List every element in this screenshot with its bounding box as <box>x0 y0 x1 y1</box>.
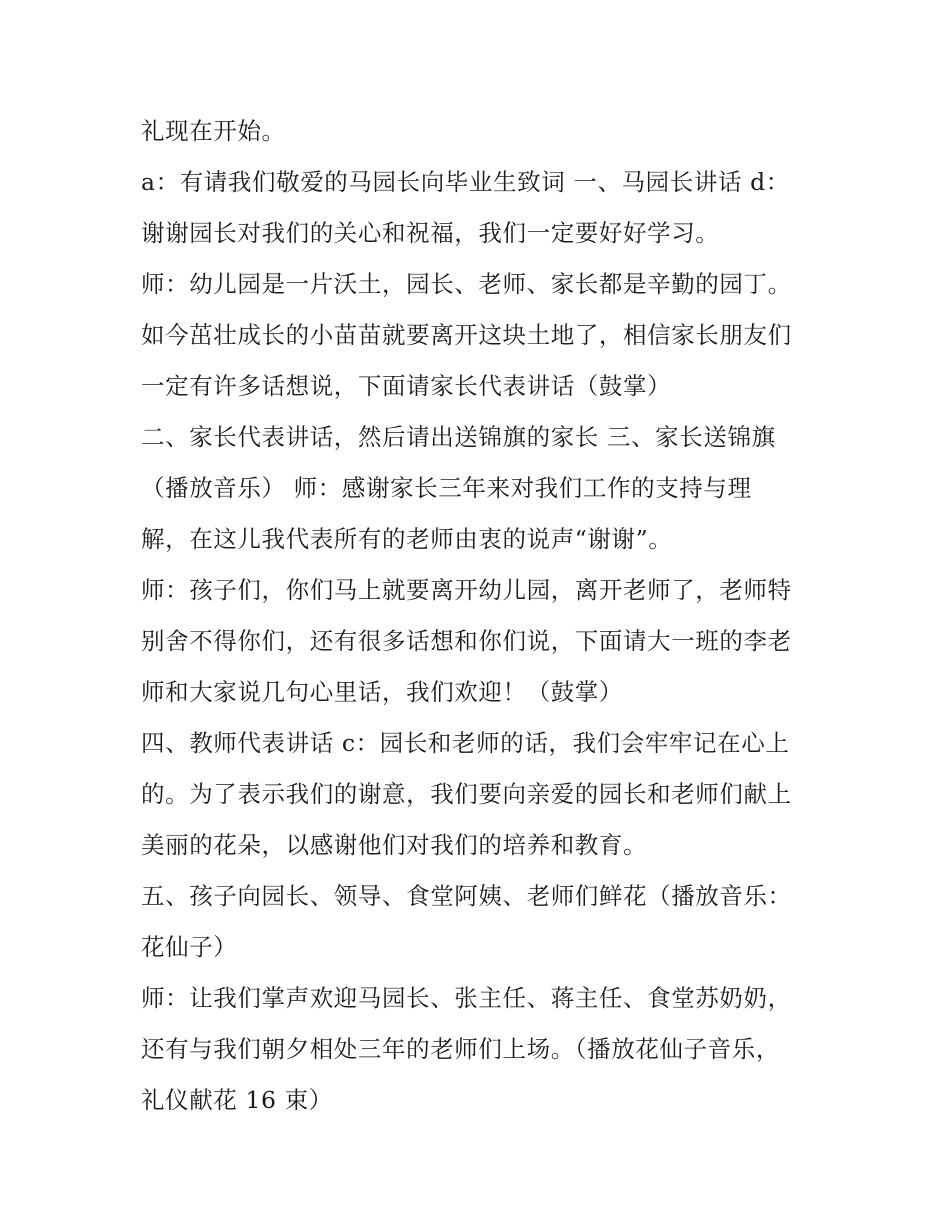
text-line-19: 还有与我们朝夕相处三年的老师们上场。（播放花仙子音乐， <box>141 1035 780 1063</box>
text-line-9: 解，在这儿我代表所有的老师由衷的说声“谢谢”。 <box>141 525 673 553</box>
text-line-12: 师和大家说几句心里话，我们欢迎！（鼓掌） <box>141 678 623 706</box>
text-line-4: 师：幼儿园是一片沃土，园长、老师、家长都是辛勤的园丁。 <box>141 270 792 298</box>
text-line-7: 二、家长代表讲话，然后请出送锦旗的家长 三、家长送锦旗 <box>141 423 776 451</box>
text-line-11: 别舍不得你们，还有很多话想和你们说，下面请大一班的李老 <box>141 627 792 655</box>
text-line-16: 五、孩子向园长、领导、食堂阿姨、老师们鲜花（播放音乐： <box>141 882 792 910</box>
text-line-6: 一定有许多话想说，下面请家长代表讲话（鼓掌） <box>141 372 672 400</box>
text-line-20: 礼仪献花 16 束） <box>141 1086 333 1114</box>
text-line-15: 美丽的花朵，以感谢他们对我们的培养和教育。 <box>141 831 648 859</box>
text-line-2: a：有请我们敬爱的马园长向毕业生致词 一、马园长讲话 d： <box>141 168 790 196</box>
document-body <box>141 106 831 1126</box>
text-line-5: 如今茁壮成长的小苗苗就要离开这块土地了，相信家长朋友们 <box>141 321 792 349</box>
text-line-14: 的。为了表示我们的谢意，我们要向亲爱的园长和老师们献上 <box>141 780 792 808</box>
text-line-13: 四、教师代表讲话 c：园长和老师的话，我们会牢牢记在心上 <box>141 729 790 757</box>
text-line-3: 谢谢园长对我们的关心和祝福，我们一定要好好学习。 <box>141 219 720 247</box>
text-line-10: 师：孩子们，你们马上就要离开幼儿园，离开老师了，老师特 <box>141 576 792 604</box>
text-line-1: 礼现在开始。 <box>141 117 286 145</box>
text-line-8: （播放音乐） 师：感谢家长三年来对我们工作的支持与理 <box>141 474 752 502</box>
text-line-17: 花仙子） <box>141 933 238 961</box>
text-line-18: 师：让我们掌声欢迎马园长、张主任、蒋主任、食堂苏奶奶， <box>141 984 792 1012</box>
